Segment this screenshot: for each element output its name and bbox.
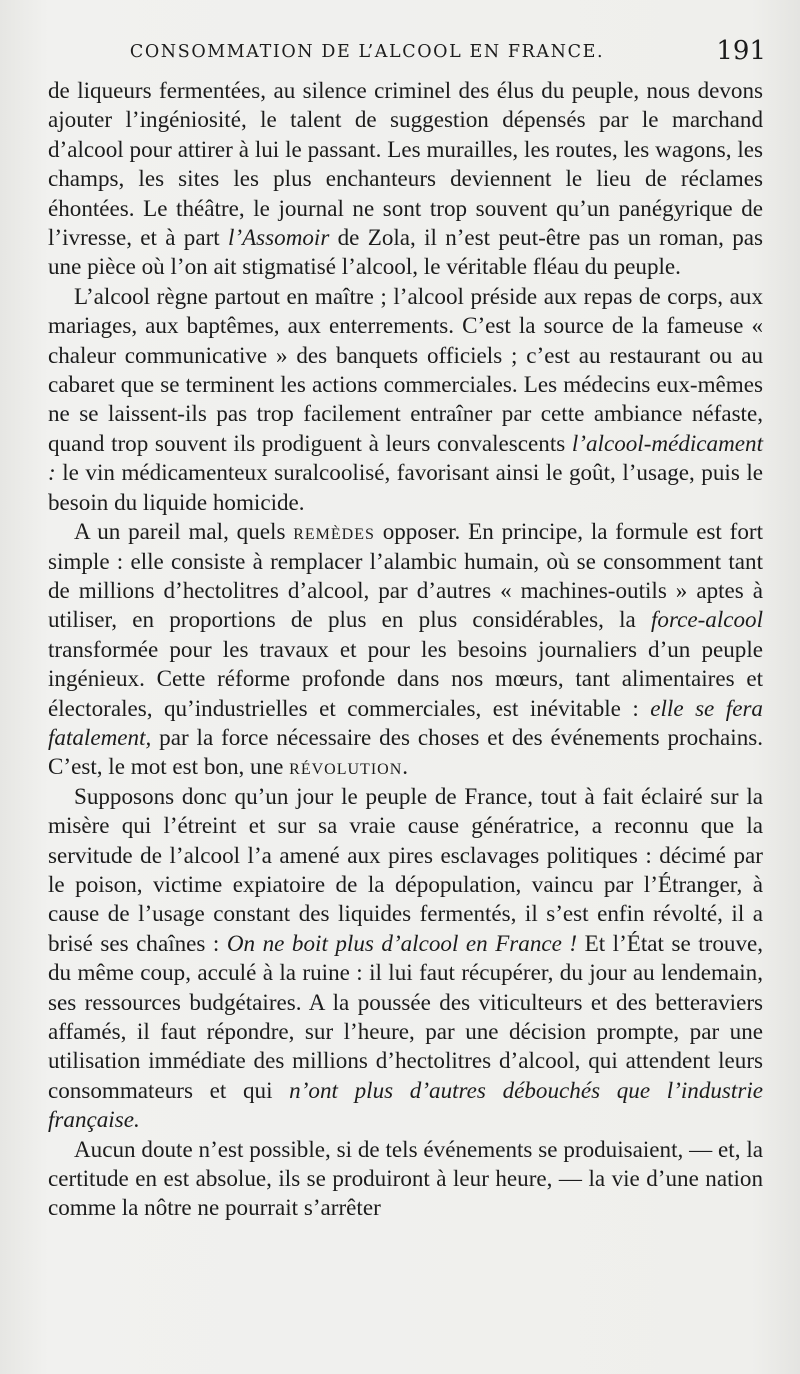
text-run: de Zola, il n’est peut-être pas un roman, pas une pièce où l’on ait stigmatisé l’alcool, le véritable fléau du peuple. [48,224,763,280]
paragraph [48,76,763,282]
italic-text: l’alcool-médicament : [48,429,763,486]
text-run: transformée pour les travaux et pour les besoins journaliers d’un peuple ingénieux. Cette réforme profonde dans nos mœurs, tant alimentaires et électorales, qu’industrielles et commerciales, est inévitable : [48,635,763,721]
paragraph [48,1135,763,1223]
italic-text: elle se fera fatalement, [48,694,763,750]
text-run: le vin médicamenteux suralcoolisé, favorisant ainsi le goût, l’usage, puis le besoin du liquide homicide. [48,459,763,515]
text-run: de liqueurs fermentées, au silence criminel des élus du peuple, nous devons ajouter l’ingéniosité, le talent de suggestion dépensés par le marchand d’alcool pour attirer à lui le passant. Les murailles, les routes, les wagons, les champs, les sites les plus enchanteurs deviennent le lieu de réclames éhontées. Le théâtre, le journal ne sont trop souvent qu’un panégyrique de l’ivresse, et à part [48,77,763,251]
text-run: opposer. En principe, la formule est fort simple : elle consiste à remplacer l’alambic humain, où se consomment tant de millions d’hectolitres d’alcool, par d’autres « machines-outils » aptes à utiliser, en proportions de plus en plus considérables, la [48,518,763,633]
text-run: . [402,753,409,780]
text-run: Aucun doute n’est possible, si de tels événements se produisaient, — et, la certitude en est absolue, ils se produiront à leur heure, — la vie d’une nation comme la nôtre ne pourrait s’arrêter [48,1135,763,1221]
paragraph [48,282,763,517]
text-run: par la force nécessaire des choses et des événements prochains. C’est, le mot est bon, une [48,723,763,780]
italic-text: l’Assomoir [227,224,330,251]
italic-text: On ne boit plus d’alcool en France ! [226,929,578,956]
paragraph [48,782,763,1135]
body-text [48,76,763,1223]
text-run: L’alcool règne partout en maître ; l’alcool préside aux repas de corps, aux mariages, aux baptêmes, aux enterrements. C’est la source de la fameuse « chaleur communicative » des banquets officiels ; c’est au restaurant ou au cabaret que se terminent les actions commerciales. Les médecins eux-mêmes ne se laissent-ils pas trop facilement entraîner par cette ambiance néfaste, quand trop souvent ils prodiguent à leurs convalescents [48,282,763,456]
italic-text: n’ont plus d’autres débouchés que l’industrie française. [48,1076,763,1133]
text-run: A un pareil mal, quels [74,518,294,545]
page-number: 191 [716,36,766,66]
running-head [48,36,766,72]
text-run: Supposons donc qu’un jour le peuple de France, tout à fait éclairé sur la misère qui l’étreint et sur sa vraie cause génératrice, a reconnu que la servitude de l’alcool l’a amené aux pires esclavages politiques : décimé par le poison, victime expiatoire de la dépopulation, vaincu par l’Étranger, à cause de l’usage constant des liquides fermentés, il s’est enfin révolté, il a brisé ses chaînes : [48,782,763,956]
small-caps-text: révolution [289,753,403,780]
italic-text: force-alcool [650,606,763,633]
text-run: Et l’État se trouve, du même coup, acculé à la ruine : il lui faut récupérer, du jour au lendemain, ses ressources budgétaires. A la poussée des viticulteurs et des betteraviers affamés, il faut répondre, sur l’heure, par une décision prompte, par une utilisation immédiate des millions d’hectolitres d’alcool, qui attendent leurs consommateurs et qui [48,929,764,1103]
paragraph [48,517,763,782]
running-title: CONSOMMATION DE L’ALCOOL EN FRANCE. [129,42,605,62]
small-caps-text: remèdes [293,518,375,545]
